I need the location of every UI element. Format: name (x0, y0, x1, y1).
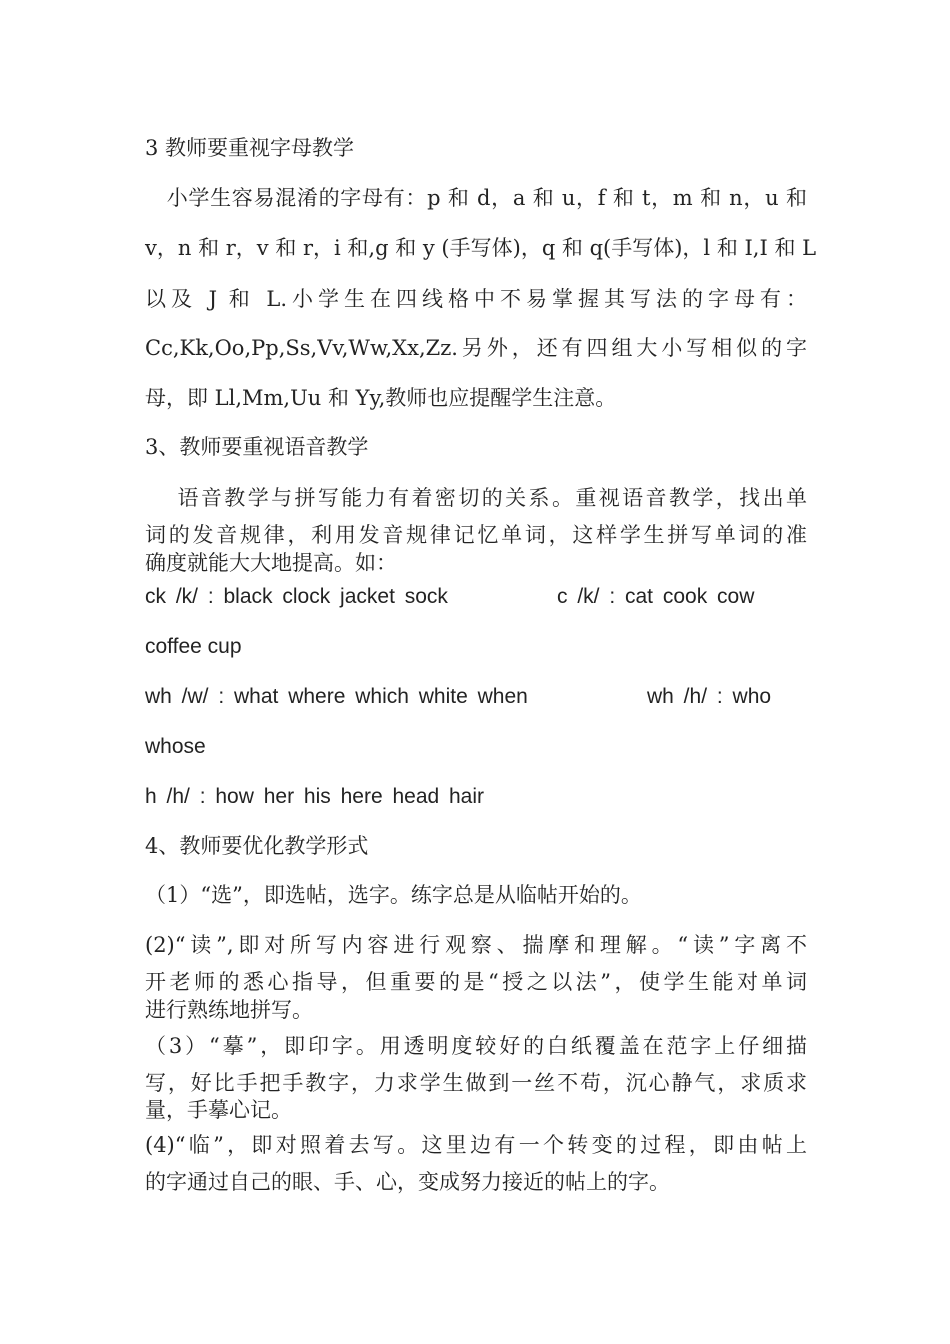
form-item-4-line-1: (4)“临”，即对照着去写。这里边有一个转变的过程，即由帖上 (145, 1133, 807, 1157)
example-c-continued: coffee cup (145, 635, 242, 658)
form-item-2-line-3: 进行熟练地拼写。 (145, 998, 313, 1022)
letters-para-line-5: 母，即 Ll,Mm,Uu 和 Yy,教师也应提醒学生注意。 (145, 386, 617, 410)
form-item-3-line-3: 量，手摹心记。 (145, 1098, 292, 1122)
example-wh-w: wh /w/ : what where which white when (145, 685, 528, 708)
form-item-4-line-2: 的字通过自己的眼、手、心，变成努力接近的帖上的字。 (145, 1170, 670, 1194)
heading-forms: 4、教师要优化教学形式 (145, 834, 369, 858)
form-item-3-line-1: （3）“摹”，即印字。用透明度较好的白纸覆盖在范字上仔细描 (145, 1034, 807, 1058)
form-item-3-line-2: 写，好比手把手教字，力求学生做到一丝不苟，沉心静气，求质求 (145, 1071, 807, 1095)
letters-para-line-3: 以及 J 和 L.小学生在四线格中不易掌握其写法的字母有： (145, 287, 807, 311)
letters-para-line-1: 小学生容易混淆的字母有：p 和 d，a 和 u，f 和 t，m 和 n，u 和 (145, 186, 807, 210)
phonics-para-line-2: 词的发音规律，利用发音规律记忆单词，这样学生拼写单词的准 (145, 523, 807, 547)
heading-letters: 3 教师要重视字母教学 (145, 136, 355, 160)
letters-para-line-2: v，n 和 r，v 和 r，i 和,g 和 y (手写体)，q 和 q(手写体)，l 和 I,I 和 L (145, 236, 817, 260)
phonics-para-line-3: 确度就能大大地提高。如： (145, 551, 397, 575)
heading-phonics: 3、教师要重视语音教学 (145, 435, 369, 459)
phonics-para-line-1: 语音教学与拼写能力有着密切的关系。重视语音教学，找出单 (145, 486, 807, 510)
letters-para-line-4: Cc,Kk,Oo,Pp,Ss,Vv,Ww,Xx,Zz.另外，还有四组大小写相似的字 (145, 336, 807, 360)
example-wh-h: wh /h/ : who (647, 685, 772, 708)
form-item-2-line-1: (2)“读”,即对所写内容进行观察、揣摩和理解。“读”字离不 (145, 933, 807, 957)
form-item-2-line-2: 开老师的悉心指导，但重要的是“授之以法”，使学生能对单词 (145, 970, 807, 994)
example-c: c /k/ : cat cook cow (557, 585, 755, 608)
example-ck: ck /k/ : black clock jacket sock (145, 585, 448, 608)
example-h: h /h/ : how her his here head hair (145, 785, 485, 808)
example-wh-continued: whose (145, 735, 206, 758)
form-item-1: （1）“选”，即选帖，选字。练字总是从临帖开始的。 (145, 883, 642, 907)
